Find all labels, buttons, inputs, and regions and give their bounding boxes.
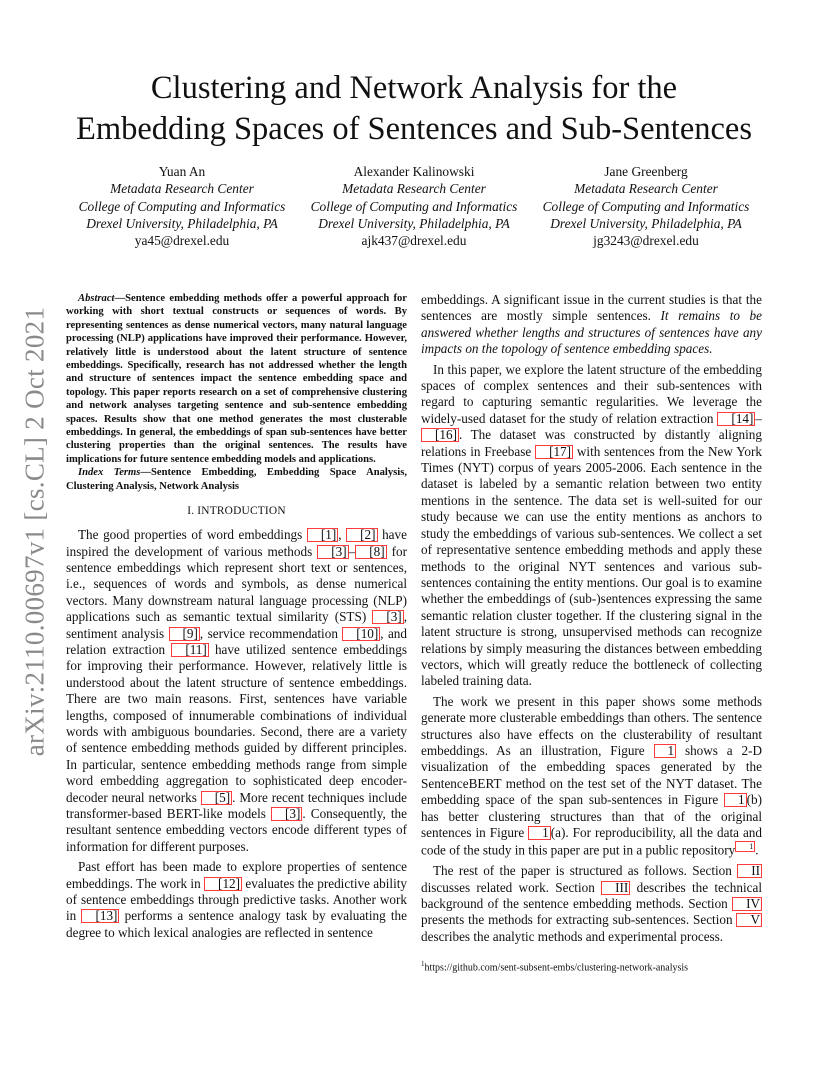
citation-link[interactable]: [3] — [372, 610, 403, 624]
abstract — [66, 292, 407, 466]
author-2 — [298, 163, 530, 249]
figure-link[interactable]: 1 — [528, 826, 551, 840]
intro-paragraph-3: In this paper, we explore the latent structure of the embedding spaces of complex sentences and their sub-sentences with regard to capturing semantic regularities. We leverage the widely-used dataset for the study of relation extraction [14] –[16] . The dataset was constructed by distantly aligning relations in Freebase [17] with sentences from the New York Times (NYT) corpus of years 2005-2006. Each sentence in the dataset is labeled by a semantic relation between two entity mentions in the sentence. The data set is well-suited for our study because we can use the entity mentions as anchors to study the embeddings of various sub-sentences. We collect a set of representative sentence embedding methods and apply these methods to the original NYT sentences and various sub-sentences containing the entity mentions. Our goal is to examine whether the embeddings of (sub-)sentences expressing the same semantic relation cluster together. If the clustering signal in the latent structure is strong, unsupervised methods can recognize relations by simply measuring the distances between embedding vectors, which will greatly reduce the bottleneck of collecting labeled training data. — [421, 361, 762, 689]
citation-link[interactable]: [16] — [421, 428, 459, 442]
author-affiliation: Drexel University, Philadelphia, PA — [550, 215, 742, 231]
citation-link[interactable]: [9] — [169, 627, 200, 641]
author-affiliation: Drexel University, Philadelphia, PA — [318, 215, 510, 231]
author-affiliation: Metadata Research Center — [574, 181, 718, 197]
citation-link[interactable]: [17] — [535, 445, 573, 459]
intro-paragraph-4: The work we present in this paper shows some methods generate more clusterable embeddings than others. The sentence structures also have effects on the clusterability of resultant embeddings. As an illustration, Figure 1 shows a 2-D visualization of the embedding spaces generated by the SentenceBERT method on the test set of the NYT dataset. The embedding space of the span sub-sentences in Figure 1 (b) has better clustering structures than that of the original sentences in Figure 1 (a). For reproducibility, all the data and code of the study in this paper are put in a public repository 1 . — [421, 693, 762, 858]
abstract-text: —Sentence embedding methods offer a powerful approach for working with short textual constructs or sequences of words. By representing sentences as dense numerical vectors, many natural language processing (NLP) applications have improved their performance. However, relatively little is understood about the latent structure of sentence embeddings. Specifically, research has not addressed whether the length and structure of sentences impact the sentence embedding space and topology. This paper reports research on a set of comprehensive clustering and network analyses targeting sentence and sub-sentence embedding spaces. Results show that one method generates the most clusterable embeddings. In general, the embeddings of span sub-sentences have better clustering properties than the original sentences. The results have implications for future sentence embedding models and applications. — [66, 293, 407, 465]
citation-link[interactable]: [5] — [201, 791, 232, 805]
intro-paragraph-2: Past effort has been made to explore properties of sentence embeddings. The work in [12] evaluates the predictive ability of sentence embeddings through predictive tasks. Another work in [13] performs a sentence analogy task by evaluating the degree to which lexical analogies are reflected in sentence — [66, 859, 408, 940]
author-email: jg3243@drexel.edu — [593, 233, 699, 249]
title-line-1: Clustering and Network Analysis for the — [150, 70, 678, 106]
citation-link[interactable]: [14] — [717, 412, 755, 426]
citation-link[interactable]: [11] — [171, 643, 208, 657]
section-link[interactable]: IV — [732, 897, 762, 911]
author-affiliation: Drexel University, Philadelphia, PA — [86, 215, 278, 231]
paper-title — [40, 68, 788, 150]
intro-paragraph-1: The good properties of word embeddings [1] , [2] have inspired the development of various methods [3] – [8] for sentence embeddings which represent short text or sentences, i.e., sequences of words and symbols, as dense numerical vectors. Many downstream natural language processing (NLP) applications such as semantic textual similarity (STS) [3] , sentiment analysis [9] , service recommendation [10] , and relation extraction [11] have utilized sentence embeddings for improving their performance. However, relatively little is understood about the latent structure of sentence embeddings. There are two main reasons. First, sentences have variable lengths, composed of innumerable combinations of individual words with ambiguous boundaries. Second, there are a variety of sentence embedding methods guided by different principles. In particular, sentence embedding methods range from simple word embedding aggregation to sophisticated deep encoder-decoder neural networks [5] . More recent techniques include transformer-based BERT-like models [3] . Consequently, the resultant sentence embedding vectors encode different types of information for different purposes. — [66, 527, 408, 854]
arxiv-id-text: arXiv:2110.00697v1 [cs.CL] 2 Oct 2021 — [19, 306, 50, 756]
author-email: ajk437@drexel.edu — [361, 233, 467, 249]
author-affiliation: College of Computing and Informatics — [542, 198, 750, 214]
author-affiliation: Metadata Research Center — [110, 181, 254, 197]
citation-link[interactable]: [12] — [204, 877, 242, 891]
author-affiliation: Metadata Research Center — [342, 181, 486, 197]
index-terms-lead: Index Terms — [78, 467, 141, 479]
author-affiliation: College of Computing and Informatics — [310, 198, 518, 214]
author-block — [66, 163, 762, 249]
citation-link[interactable]: [8] — [355, 545, 386, 559]
title-line-2: Embedding Spaces of Sentences and Sub-Sentences — [75, 111, 752, 147]
citation-link[interactable]: [1] — [307, 528, 338, 542]
intro-paragraph-continued: embeddings. A significant issue in the current studies is that the sentences are mostly simple sentences. It remains to be answered whether lengths and structures of sentences have any impacts on the topology of sentence embedding spaces. — [421, 292, 762, 357]
citation-link[interactable]: [3] — [271, 807, 302, 821]
left-column — [66, 292, 407, 941]
author-affiliation: College of Computing and Informatics — [78, 198, 286, 214]
figure-link[interactable]: 1 — [654, 744, 677, 758]
author-email: ya45@drexel.edu — [134, 233, 230, 249]
author-1 — [66, 163, 298, 249]
intro-paragraph-5: The rest of the paper is structured as follows. Section II discusses related work. Section III describes the technical background of the sentence embedding methods. Section IV presents the methods for extracting sub-sentences. Section V describes the analytic methods and experimental process. — [421, 863, 762, 944]
footnote-link[interactable]: 1 — [735, 841, 755, 852]
footnote — [421, 958, 762, 974]
citation-link[interactable]: [13] — [81, 909, 119, 923]
citation-link[interactable]: [2] — [346, 528, 377, 542]
citation-link[interactable]: [10] — [342, 627, 380, 641]
index-terms-text: —Sentence Embedding, Embedding Space Analysis, Clustering Analysis, Network Analysis — [66, 467, 407, 492]
author-name: Jane Greenberg — [604, 164, 688, 179]
right-column — [421, 292, 762, 945]
author-name: Yuan An — [158, 164, 206, 179]
abstract-lead: Abstract — [78, 293, 115, 304]
section-link[interactable]: III — [601, 881, 630, 895]
figure-link[interactable]: 1 — [724, 793, 747, 807]
section-link[interactable]: V — [736, 913, 762, 927]
arxiv-identifier — [15, 296, 55, 766]
citation-link[interactable]: [3] — [317, 545, 348, 559]
footnote-mark: 1 — [421, 960, 425, 968]
index-terms — [66, 466, 407, 493]
section-heading-introduction: I. INTRODUCTION — [187, 505, 286, 518]
author-3 — [530, 163, 762, 249]
section-link[interactable]: II — [737, 864, 762, 878]
footnote-url[interactable]: https://github.com/sent-subsent-embs/clustering-network-analysis — [424, 962, 689, 974]
author-name: Alexander Kalinowski — [353, 164, 475, 179]
